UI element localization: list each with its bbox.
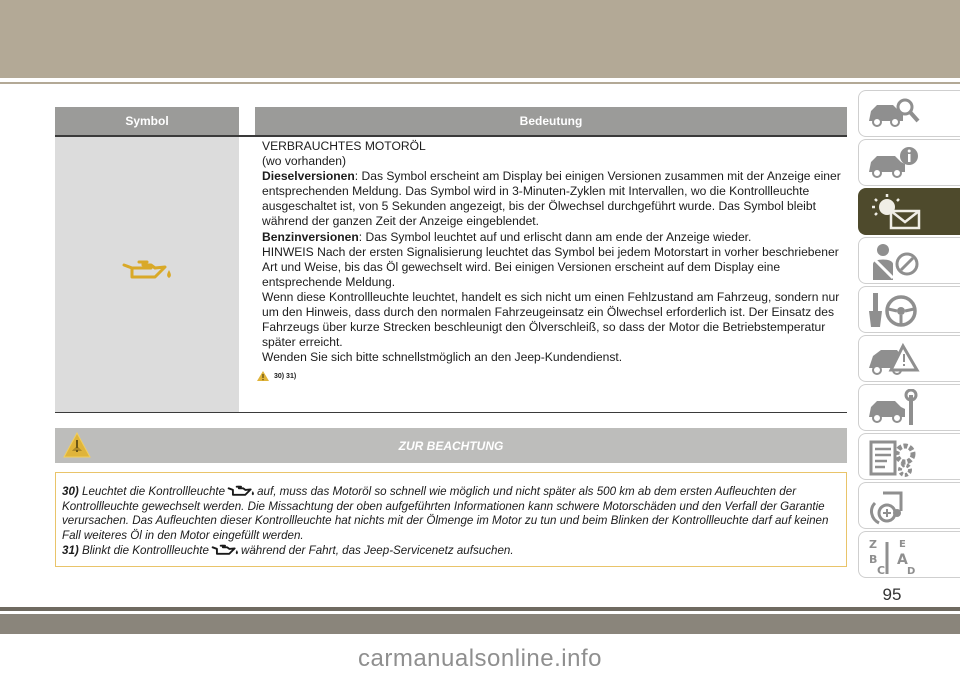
bottom-divider [0, 607, 960, 611]
benzin-label: Benzinversionen [262, 229, 359, 244]
person-seatbelt-icon [865, 242, 921, 282]
page-number: 95 [882, 585, 902, 604]
service-paragraph: Wenden Sie sich bitte schnellstmöglich an den Jeep-Kundendienst. [262, 350, 623, 365]
tab-multimedia[interactable] [858, 482, 960, 529]
note-references [256, 370, 296, 382]
svg-text:E: E [899, 539, 906, 550]
multimedia-icon [865, 487, 921, 527]
tab-maintenance[interactable] [858, 384, 960, 431]
specs-gear-icon [865, 438, 921, 478]
tab-start-drive[interactable] [858, 286, 960, 333]
bottom-band [0, 614, 960, 634]
warning-light-message-icon [865, 193, 925, 233]
alphabetical-index-icon [865, 536, 921, 576]
tab-technical-data[interactable] [858, 433, 960, 480]
warning-triangle-icon [256, 370, 270, 382]
watermark: carmanualsonline.info [358, 645, 602, 672]
car-emergency-icon [865, 340, 921, 380]
tab-car-search[interactable] [858, 90, 960, 137]
tab-safety[interactable] [858, 237, 960, 284]
engine-oil-icon [211, 543, 239, 557]
tab-index[interactable] [858, 531, 960, 578]
symbol-cell [55, 137, 239, 412]
top-band [0, 0, 960, 78]
svg-text:Z: Z [869, 538, 877, 551]
diesel-label: Dieselversionen [262, 169, 355, 184]
engine-oil-icon [227, 484, 255, 498]
header-meaning: Bedeutung [255, 107, 847, 135]
hinweis-paragraph: HINWEIS Nach der ersten Signalisierung leuchtet das Symbol bei jedem Motorstart in vorher beschriebener Art und Weise, bis das Öl gewechselt wird. Bei einigen Versionen erscheint auf dem Display eine entsprechende Meldung. [262, 244, 839, 289]
engine-oil-icon [121, 257, 173, 283]
tab-warning-lights[interactable] [858, 188, 960, 235]
svg-text:A: A [897, 552, 908, 568]
header-symbol: Symbol [55, 107, 239, 135]
tab-car-info[interactable] [858, 139, 960, 186]
explanation-paragraph: Wenn diese Kontrollleuchte leuchtet, handelt es sich nicht um einen Fehlzustand am Fahrzeug, sondern nur um den Hinweis, dass durch den normalen Fahrzeugeinsatz ein Ölwechsel erforderlich ist. Der Einsatz des Fahrzeugs über kurze Strecken beschleunigt den Ölverschleiß, so dass der Motor die Betriebstemperatur später erreicht. [262, 289, 840, 350]
row-rule [55, 412, 847, 413]
svg-text:B: B [869, 553, 878, 566]
note-body [55, 472, 847, 567]
note-31-number: 31) [62, 544, 79, 558]
oil-title: VERBRAUCHTES MOTORÖL [262, 139, 426, 153]
car-wrench-icon [865, 389, 921, 429]
meaning-cell [262, 139, 842, 365]
note-30: 30) Leuchtet die Kontrollleuchte auf, muss das Motoröl so schnell wie möglich und nicht später als 500 km ab dem ersten Aufleuchten der Kontrollleuchte gewechselt werden. Die Missachtung der oben aufgeführten Informationen kann schwere Motorschäden und den Verfall der Garantie verursachen. Das Aufleuchten dieser Kontrollleuchte hat nichts mit der Ölmenge im Motor zu tun und beim Blinken der Kontrollleuchte darf auf keinen Fall weiteres Öl in den Motor eingefüllt werden. [62, 485, 829, 542]
benzin-paragraph: Benzinversionen: Das Symbol leuchtet auf und erlischt dann am ende der Anzeige wieder. [262, 229, 752, 244]
note-title: ZUR BEACHTUNG [398, 439, 504, 453]
table-header [55, 107, 847, 135]
note-30-number: 30) [62, 485, 79, 498]
oil-subtitle: (wo vorhanden) [262, 154, 347, 169]
svg-text:D: D [907, 566, 916, 576]
svg-text:C: C [877, 564, 886, 576]
note-31: 31) Blinkt die Kontrollleuchte während der Fahrt, das Jeep-Servicenetz aufsuchen. [62, 544, 514, 558]
tab-emergency[interactable] [858, 335, 960, 382]
car-search-icon [865, 95, 921, 133]
diesel-paragraph: Dieselversionen: Das Symbol erscheint am Display bei einigen Versionen zusammen mit der Anzeige einer entsprechenden Meldung. Das Symbol wird in 3-Minuten-Zyklen mit Intervallen, wo die Kontrollleuchte ausgeschaltet ist, von 5 Sekunden angezeigt, bis der Ölwechsel durchgeführt wurde. Das Symbol bleibt während der ganzen Zeit der Anzeige eingeblendet. [262, 169, 841, 229]
note-header [55, 428, 847, 463]
top-divider [0, 82, 960, 84]
steering-wheel-key-icon [865, 291, 921, 331]
reference-numbers[interactable]: 30) 31) [274, 372, 297, 380]
car-info-icon [865, 144, 921, 182]
